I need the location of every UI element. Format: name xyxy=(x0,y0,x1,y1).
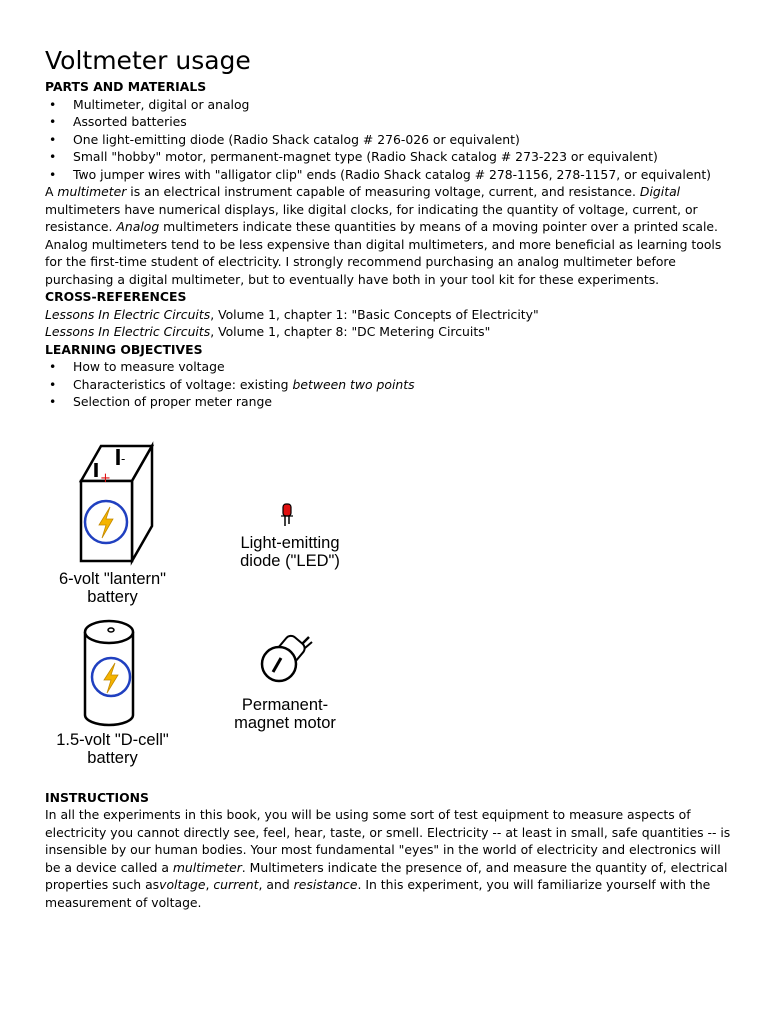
list-item: • Two jumper wires with "alligator clip" ends (Radio Shack catalog # 278-1156, 278-1157, or equivalent) xyxy=(73,166,735,184)
document-page xyxy=(45,44,735,911)
motor-icon xyxy=(262,633,312,681)
components-figure xyxy=(45,411,735,789)
list-item: • Assorted batteries xyxy=(73,113,735,131)
list-item: • One light-emitting diode (Radio Shack catalog # 276-026 or equivalent) xyxy=(73,131,735,149)
d-cell-battery-caption: 1.5-volt "D-cell" battery xyxy=(56,730,169,767)
instructions-heading: INSTRUCTIONS xyxy=(45,789,149,805)
led-caption: Light-emitting diode ("LED") xyxy=(240,533,340,570)
crossref-heading: CROSS-REFERENCES xyxy=(45,289,187,304)
list-item: • Characteristics of voltage: existing between two points xyxy=(73,376,735,394)
parts-heading: PARTS AND MATERIALS xyxy=(45,79,207,94)
lantern-battery-caption: 6-volt "lantern" battery xyxy=(58,569,167,606)
led-icon xyxy=(281,504,293,526)
parts-list xyxy=(45,96,735,184)
intro-paragraph-1: A multimeter is an electrical instrument capable of measuring voltage, current, and resistance. Digital multimeters have numerical displays, like digital clocks, for indicating the quantity of voltage, current, or resistance. Analog multimeters indicate these quantities by means of a moving pointer over a printed scale. xyxy=(45,184,718,234)
list-item: • Small "hobby" motor, permanent-magnet type (Radio Shack catalog # 273-223 or equivalent) xyxy=(73,148,735,166)
lantern-plus-label: + xyxy=(100,470,111,486)
lantern-battery-icon xyxy=(81,446,152,561)
intro-paragraph-2: Analog multimeters tend to be less expensive than digital multimeters, and more beneficial as learning tools for the first-time student of electricity. I strongly recommend purchasing an analog multimeter before purchasing a digital multimeter, but to eventually have both in your tool kit for these experiments. xyxy=(45,236,722,287)
list-item: • How to measure voltage xyxy=(73,358,735,376)
crossref-line-2: Lessons In Electric Circuits, Volume 1, chapter 8: "DC Metering Circuits" xyxy=(45,324,491,339)
objectives-list xyxy=(45,358,735,411)
objectives-heading: LEARNING OBJECTIVES xyxy=(45,341,203,357)
instructions-paragraph: In all the experiments in this book, you will be using some sort of test equipment to measure aspects of electricity you cannot directly see, feel, hear, taste, or smell. Electricity -- at least in small, safe quantities -- is insensible by our human bodies. Your most fundamental "eyes" in the world of electricity and electronics will be a device called a multimeter. Multimeters indicate the presence of, and measure the quantity of, electrical properties such asvoltage, current, and resistance. In this experiment, you will familiarize yourself with the measurement of voltage. xyxy=(45,807,731,910)
list-item: • Selection of proper meter range xyxy=(73,393,735,411)
crossref-line-1: Lessons In Electric Circuits, Volume 1, chapter 1: "Basic Concepts of Electricity" xyxy=(45,306,539,322)
d-cell-battery-icon xyxy=(85,621,133,725)
motor-caption: Permanent- magnet motor xyxy=(234,695,336,732)
page-title: Voltmeter usage xyxy=(45,46,251,75)
lantern-minus-label: - xyxy=(121,451,126,466)
list-item: • Multimeter, digital or analog xyxy=(73,96,735,114)
